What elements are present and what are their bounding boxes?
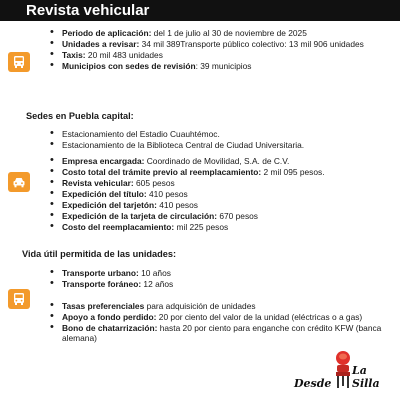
section3-heading: Vida útil permitida de las unidades: [22,249,177,259]
logo-text-right: La Silla [352,364,380,390]
item-label: Expedición de la tarjeta de circulación: [62,211,217,221]
places-list [50,129,395,150]
place-name: Estacionamiento de la Biblioteca Central de Ciudad Universitaria. [62,140,305,150]
item-label: Tasas preferenciales [62,301,145,311]
list-item [50,279,395,289]
item-value: Coordinado de Movilidad, S.A. de C.V. [144,156,290,166]
bus-icon [8,289,30,309]
item-label: Costo total del trámite previo al reemplacamiento: [62,167,262,177]
list-item [50,222,395,232]
silla-chair-icon [332,350,354,390]
list-item [50,50,395,60]
bus-icon [8,52,30,72]
item-value: hasta 20 por ciento para enganche con crédito KFW (banca alemana) [62,323,382,343]
item-value: mil 225 pesos [174,222,229,232]
list-item [50,178,395,188]
list-item [50,268,395,278]
list-item [50,211,395,221]
item-value: 10 años [138,268,171,278]
list-item [50,140,395,150]
item-label: Taxis: [62,50,86,60]
logo-text-left: Desde [294,377,332,390]
item-label: Transporte urbano: [62,268,139,278]
section2-list [50,156,395,232]
item-label: Apoyo a fondo perdido: [62,312,157,322]
list-item [50,61,395,71]
page-title: Revista vehicular [26,2,150,19]
list-item [50,200,395,210]
item-value: 605 pesos [133,178,175,188]
life-list [50,268,395,289]
item-label: Municipios con sedes de revisión [62,61,196,71]
item-value: 410 pesos [146,189,188,199]
list-item [50,39,395,49]
item-label: Transporte foráneo: [62,279,142,289]
item-value: : 39 municipios [195,61,252,71]
item-value: 410 pesos [156,200,198,210]
section2-heading: Sedes en Puebla capital: [26,111,134,121]
item-label: Periodo de aplicación: [62,28,152,38]
item-value: 20 por ciento del valor de la unidad (eléctricas o a gas) [156,312,363,322]
item-value: del 1 de julio al 30 de noviembre de 2025 [151,28,307,38]
list-item [50,301,395,311]
item-value: 12 años [141,279,174,289]
section3-list [50,301,395,343]
list-item [50,323,395,343]
car-icon [8,172,30,192]
item-label: Revista vehicular: [62,178,134,188]
item-label: Bono de chatarrización: [62,323,158,333]
item-value: para adquisición de unidades [144,301,256,311]
desde-la-silla-logo [294,350,394,392]
item-label: Expedición del título: [62,189,147,199]
list-item [50,129,395,139]
header-bar [0,0,400,21]
place-name: Estacionamiento del Estadio Cuauhtémoc. [62,129,220,139]
item-label: Costo del reemplacamiento: [62,222,175,232]
list-item [50,28,395,38]
item-value: 34 mil 389Transporte público colectivo: 13 mil 906 unidades [139,39,364,49]
section1-list [50,28,395,71]
list-item [50,312,395,322]
item-label: Unidades a revisar: [62,39,140,49]
item-label: Empresa encargada: [62,156,145,166]
list-item [50,167,395,177]
item-value: 20 mil 483 unidades [85,50,163,60]
item-label: Expedición del tarjetón: [62,200,157,210]
item-value: 670 pesos [217,211,258,221]
list-item [50,156,395,166]
item-value: 2 mil 095 pesos. [261,167,325,177]
list-item [50,189,395,199]
